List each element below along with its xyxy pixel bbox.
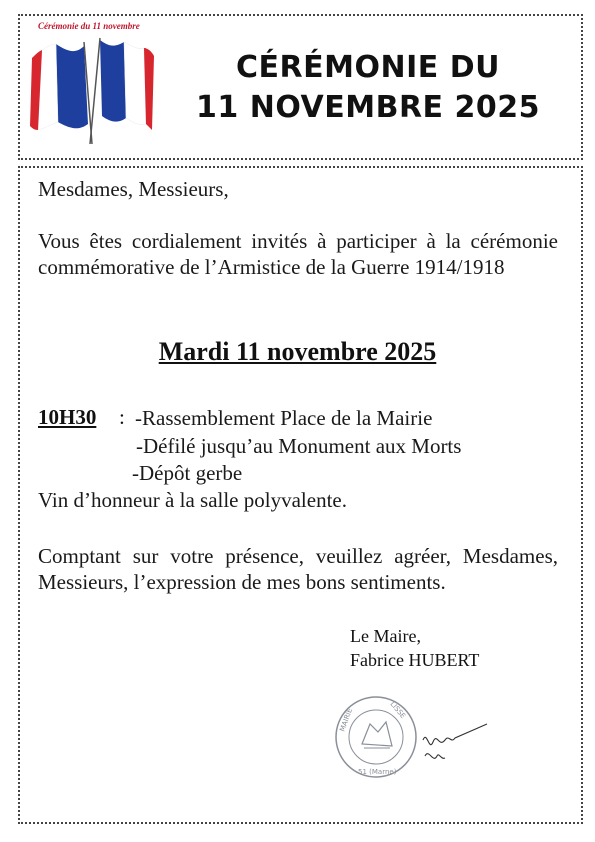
- svg-text:LISSE: LISSE: [388, 700, 407, 721]
- title-line-1: CÉRÉMONIE DU: [236, 50, 500, 85]
- reception-note: Vin d’honneur à la salle polyvalente.: [38, 488, 347, 512]
- invitation-text: Vous êtes cordialement invités à participer à la cérémonie commémorative de l’Armistice de la Guerre 1914/1918: [38, 229, 558, 279]
- closing-text: Comptant sur votre présence, veuillez agréer, Mesdames, Messieurs, l’expression de mes bons sentiments.: [38, 544, 558, 594]
- page-title: [158, 48, 578, 128]
- event-time: 10H30: [38, 405, 97, 429]
- svg-text:MAIRIE: MAIRIE: [338, 707, 355, 733]
- program-item-3: -Dépôt gerbe: [132, 461, 243, 485]
- event-date: Mardi 11 novembre 2025: [158, 337, 437, 366]
- signature-name: Fabrice HUBERT: [350, 650, 480, 670]
- title-line-2: 11 NOVEMBRE 2025: [196, 90, 540, 125]
- program-item-2: -Défilé jusqu’au Monument aux Morts: [136, 434, 462, 458]
- town-hall-seal-icon: [328, 692, 428, 787]
- french-flags-icon: [28, 32, 158, 152]
- signature-title: Le Maire,: [350, 626, 421, 646]
- program-item-1: -Rassemblement Place de la Mairie: [135, 406, 433, 430]
- handwritten-signature-icon: [415, 720, 505, 785]
- flag-caption: Cérémonie du 11 novembre: [38, 21, 140, 31]
- svg-text:51 (Marne): 51 (Marne): [358, 768, 397, 776]
- greeting: Mesdames, Messieurs,: [38, 177, 229, 201]
- time-separator: :: [119, 405, 125, 429]
